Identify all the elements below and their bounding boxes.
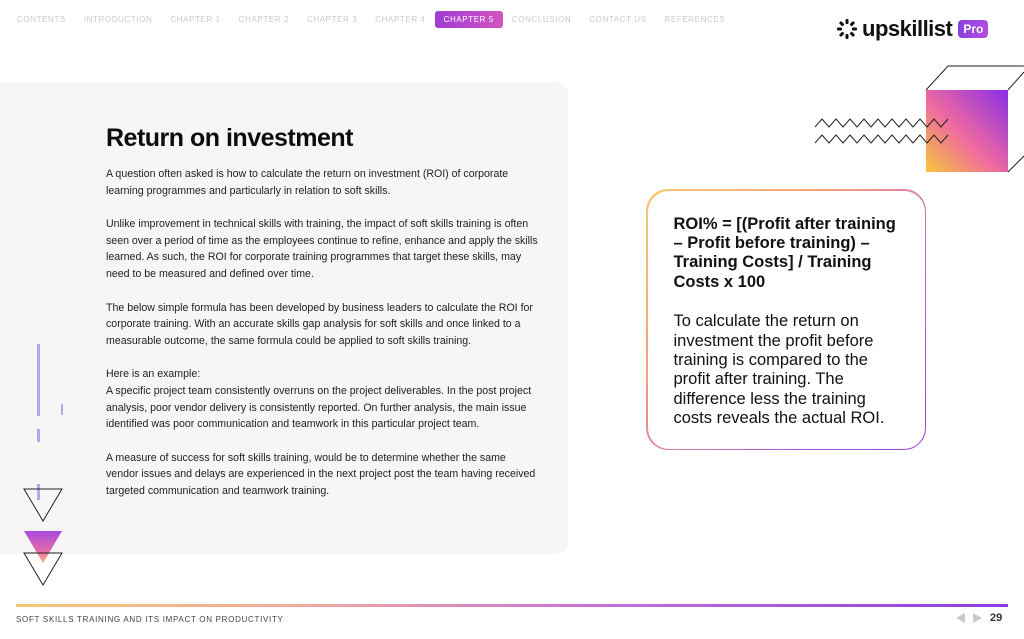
nav-item-chapter-2[interactable]: CHAPTER 2	[238, 14, 289, 24]
zigzag-decoration-icon	[815, 116, 949, 146]
nav-item-conclusion[interactable]: CONCLUSION	[511, 14, 572, 24]
decorative-bar	[37, 344, 40, 416]
footer-document-title: SOFT SKILLS TRAINING AND ITS IMPACT ON PRODUCTIVITY	[16, 615, 284, 624]
paragraph-example-label: Here is an example:	[106, 368, 201, 381]
nav-item-chapter-3[interactable]: CHAPTER 3	[306, 14, 358, 24]
decorative-bar	[61, 404, 63, 415]
paragraph-formula-intro: The below simple formula has been developed by business leaders to calculate the ROI for corporate training. With an accurate skills gap analysis for soft skills and once linked to a measurable outcome, the same formula could be applied to soft skills training.	[106, 301, 533, 347]
nav-item-contact-us[interactable]: CONTACT US	[589, 14, 647, 24]
roi-formula-card	[646, 189, 926, 450]
page-navigation	[956, 612, 1002, 624]
nav-item-chapter-1[interactable]: CHAPTER 1	[170, 14, 221, 24]
footer-divider	[16, 604, 1008, 607]
nav-item-references[interactable]: REFERENCES	[664, 14, 726, 24]
roi-explanation: To calculate the return on investment the profit before training is compared to the profit after training. The difference less the training costs reveals the actual ROI.	[673, 312, 885, 428]
roi-formula-card-body	[648, 191, 925, 449]
paragraph-intro: A question often asked is how to calculate the return on investment (ROI) of corporate learning programmes and particularly in relation to soft skills.	[106, 168, 509, 197]
chapter-nav	[8, 11, 734, 27]
paragraph-soft-skills-impact: Unlike improvement in technical skills with training, the impact of soft skills training is often seen over a period of time as the employees continue to refine, enhance and apply the skills learned. As such, the ROI for corporate training programmes that target these skills, may need to be measured and defined over time.	[106, 218, 538, 280]
sunburst-logo-icon	[836, 18, 858, 40]
logo-wordmark: upskillist	[862, 16, 953, 41]
paragraph-measure-of-success: A measure of success for soft skills training, would be to determine whether the same vendor issues and delays are experienced in the next project post the team having received targeted communication and teamwork training.	[106, 451, 536, 497]
previous-page-icon[interactable]	[956, 613, 965, 623]
nav-item-chapter-4[interactable]: CHAPTER 4	[375, 14, 426, 24]
nav-item-chapter-5[interactable]: CHAPTER 5	[435, 11, 503, 28]
upskillist-logo[interactable]	[836, 16, 988, 42]
page-title: Return on investment	[106, 124, 353, 152]
triangles-decoration-icon	[22, 487, 64, 587]
pro-badge: Pro	[958, 20, 988, 38]
decorative-bar	[37, 429, 40, 442]
page-number: 29	[990, 612, 1003, 624]
article-body	[106, 166, 538, 517]
next-page-icon[interactable]	[973, 613, 982, 623]
nav-item-introduction[interactable]: INTRODUCTION	[83, 14, 153, 24]
roi-formula: ROI% = [(Profit after training – Profit before training) – Training Costs] / Training Costs x 100	[673, 214, 896, 291]
paragraph-example: A specific project team consistently overruns on the project deliverables. In the post project analysis, poor vendor delivery is consistently reported. On further analysis, the main issue identified was poor communication and teamwork in this particular project team.	[106, 384, 532, 431]
nav-item-contents[interactable]: CONTENTS	[17, 14, 66, 24]
